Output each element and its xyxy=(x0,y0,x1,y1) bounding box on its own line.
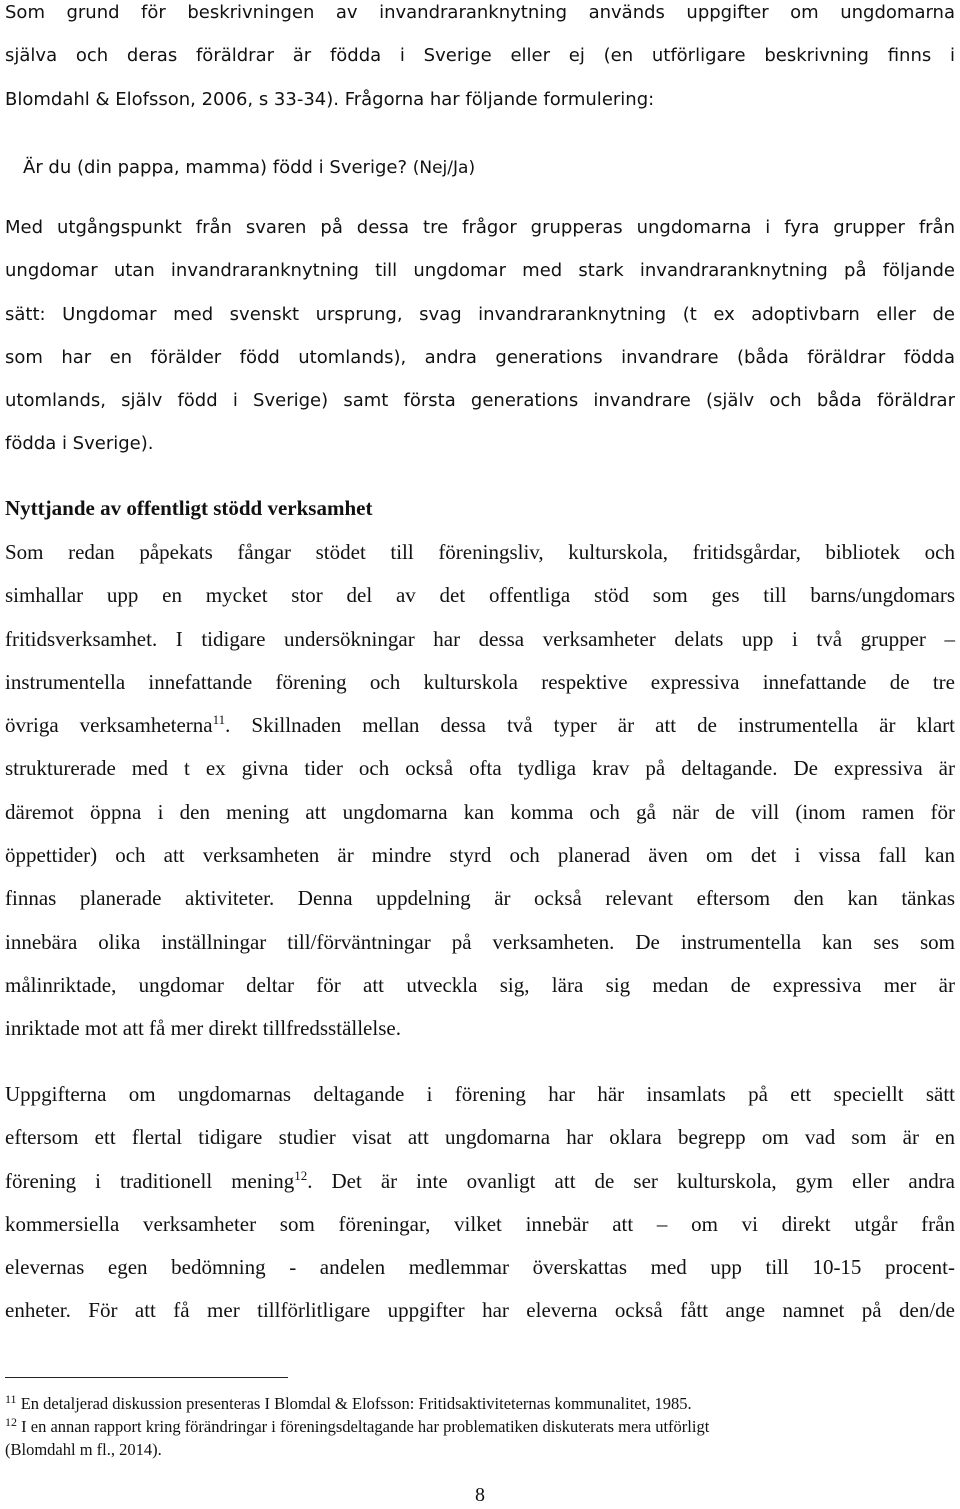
paragraph-line: enheter. För att få mer tillförlitligare uppgifter har eleverna också fått ange namnet på den/de xyxy=(5,1298,955,1323)
page-number: 8 xyxy=(475,1484,485,1506)
line-text: . Det är inte ovanligt att de ser kulturskola, gym eller andra xyxy=(307,1168,956,1193)
paragraph-line: sätt: Ungdomar med svenskt ursprung, svag invandraranknytning (t ex adoptivbarn eller de xyxy=(5,303,955,325)
section-heading: Nyttjande av offentligt stödd verksamhet xyxy=(5,496,373,520)
paragraph-line: Som redan påpekats fångar stödet till föreningsliv, kulturskola, fritidsgårdar, bibliotek och xyxy=(5,540,955,564)
footnotes xyxy=(5,1392,955,1461)
paragraph-line: målinriktade, ungdomar deltar för att utveckla sig, lära sig medan de expressiva mer är xyxy=(5,972,955,997)
footnote-divider xyxy=(5,1377,288,1378)
section-paragraph-2 xyxy=(5,1073,955,1333)
footnote-12 xyxy=(5,1415,955,1438)
paragraph-line: däremot öppna i den mening att ungdomarna kan komma och gå när de vill (inom ramen för xyxy=(5,799,955,824)
paragraph-line: Som grund för beskrivningen av invandraranknytning används uppgifter om ungdomarna xyxy=(5,2,955,23)
footnote-text: I en annan rapport kring förändringar i föreningsdeltagande har problematiken diskuterats mera utförligt xyxy=(17,1417,710,1436)
paragraph-line: Blomdahl & Elofsson, 2006, s 33-34). Frågorna har följande formulering: xyxy=(5,88,655,110)
paragraph-line: kommersiella verksamheter som föreningar, vilket innebär att – om vi direkt utgår från xyxy=(5,1211,955,1236)
paragraph-line: fritidsverksamhet. I tidigare undersökningar har dessa verksamheter delats upp i två grupper – xyxy=(5,626,955,651)
line-text: förening i traditionell mening xyxy=(5,1168,295,1193)
footnote-number: 12 xyxy=(5,1415,17,1429)
footnote-text: En detaljerad diskussion presenteras I Blomdal & Elofsson: Fritidsaktiviteternas kommunalitet, 1985. xyxy=(16,1394,692,1413)
paragraph-line: instrumentella innefattande förening och kulturskola respektive expressiva innefattande de tre xyxy=(5,669,955,694)
paragraph-line: elevernas egen bedömning - andelen medlemmar överskattas med upp till 10-15 procent- xyxy=(5,1255,955,1280)
line-text: . Skillnaden mellan dessa två typer är att de instrumentella är klart xyxy=(225,713,955,738)
survey-question xyxy=(23,146,475,190)
paragraph-line: innebära olika inställningar till/förväntningar på verksamheten. De instrumentella kan ses som xyxy=(5,929,955,954)
paragraph-line: utomlands, själv född i Sverige) samt första generations invandrare (själv och båda föräldrar xyxy=(5,390,955,412)
document-page xyxy=(5,0,955,1509)
footnote-number: 11 xyxy=(5,1392,17,1406)
section-paragraph-1 xyxy=(5,531,955,1051)
paragraph-line xyxy=(5,1160,955,1203)
question-answers: (Nej/Ja) xyxy=(412,158,476,178)
paragraph-line: finnas planerade aktiviteter. Denna uppdelning är också relevant eftersom den kan tänkas xyxy=(5,886,955,911)
paragraph-line: eftersom ett flertal tidigare studier visat att ungdomarna har oklara begrepp om vad som är en xyxy=(5,1125,955,1150)
paragraph-line: simhallar upp en mycket stor del av det offentliga stöd som ges till barns/ungdomars xyxy=(5,583,955,608)
paragraph-line: Med utgångspunkt från svaren på dessa tre frågor grupperas ungdomarna i fyra grupper från xyxy=(5,217,955,238)
intro-paragraph xyxy=(5,0,955,121)
paragraph-line: strukturerade med t ex givna tider och också ofta tydliga krav på deltagande. De expressiva är xyxy=(5,756,955,781)
line-text: övriga verksamheterna xyxy=(5,713,213,738)
paragraph-line: öppettider) och att verksamheten är mindre styrd och planerad även om det i vissa fall kan xyxy=(5,843,955,868)
paragraph-line: födda i Sverige). xyxy=(5,433,154,455)
paragraph-line: ungdomar utan invandraranknytning till ungdomar med stark invandraranknytning på följande xyxy=(5,260,955,282)
footnote-11 xyxy=(5,1392,955,1415)
groups-paragraph xyxy=(5,206,955,466)
footnote-12-continuation: (Blomdahl m fl., 2014). xyxy=(5,1440,162,1459)
paragraph-line: själva och deras föräldrar är födda i Sverige eller ej (en utförligare beskrivning finns i xyxy=(5,45,955,67)
footnote-ref-11: 11 xyxy=(212,712,226,728)
question-text: Är du (din pappa, mamma) född i Sverige? xyxy=(23,157,408,178)
paragraph-line: inriktade mot att få mer direkt tillfredsställelse. xyxy=(5,1016,401,1041)
footnote-ref-12: 12 xyxy=(294,1167,308,1183)
paragraph-line: som har en förälder född utomlands), andra generations invandrare (båda föräldrar födda xyxy=(5,346,955,368)
paragraph-line: Uppgifterna om ungdomarnas deltagande i förening har här insamlats på ett speciellt sätt xyxy=(5,1082,955,1106)
paragraph-line xyxy=(5,704,955,747)
